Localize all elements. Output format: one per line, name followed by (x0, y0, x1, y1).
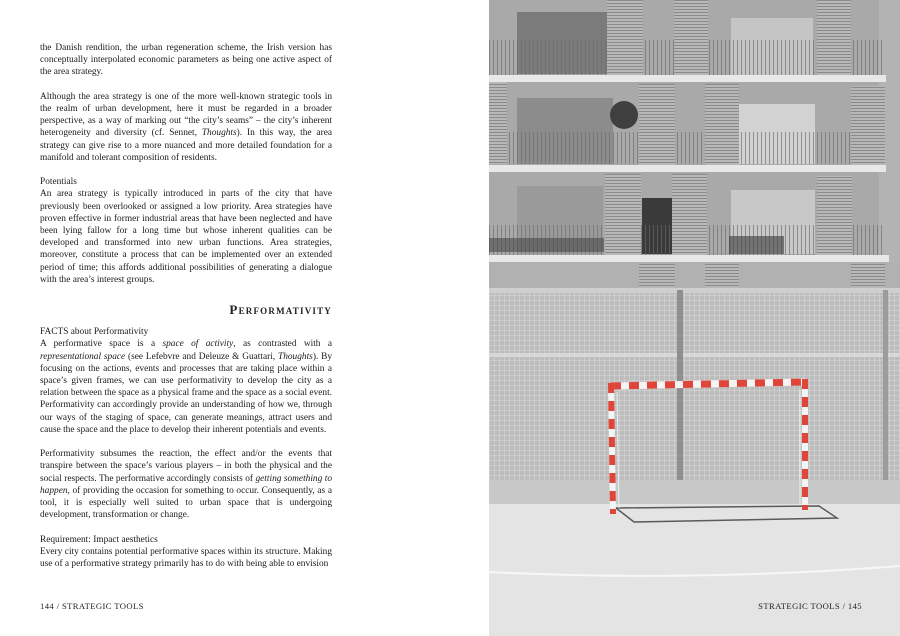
photo-building-goal (489, 0, 900, 636)
section-heading-performativity: Performativity (229, 302, 332, 318)
subheading-requirement: Requirement: Impact aesthetics (40, 534, 158, 545)
page-number-right: STRATEGIC TOOLS / 145 (758, 601, 862, 611)
court-fence (489, 288, 900, 488)
right-page (489, 0, 900, 636)
body-text-column (40, 42, 332, 582)
balcony-slab (489, 255, 889, 262)
paragraph-potentials: Potentials An area strategy is typically introduced in parts of the city that have previously been overlooked or assigned a low priority. Area strategies have proven effective in former industrial areas that have been neglected and have been lying fallow for a long time but whose inherent qualities can be developed and transformed into new urban functions. Area strategies, moreover, constitute a process that can be implemented over an extended period of time; this affords additional possibilities of generating a dialogue with the area’s interest groups. (40, 177, 332, 285)
page-number-left: 144 / STRATEGIC TOOLS (40, 601, 144, 611)
paragraph-danish-rendition: the Danish rendition, the urban regeneration scheme, the Irish version has conceptually interpolated economic parameters as being one active aspect of the area strategy. (40, 43, 332, 78)
balcony-slab (489, 165, 886, 172)
paragraph-requirement: Requirement: Impact aesthetics Every city contains potential performative spaces within its structure. Making use of a performative strategy primarily has to do with being able to envision (40, 534, 332, 570)
paragraph-performativity-subsumes: Performativity subsumes the reaction, the effect and/or the events that transpire between the space’s various players – in both the physical and the social respects. The performative accordingly consists of getting something to happen, of providing the occasion for something to occur. Consequently, as a tool, it is especially well suited to urban space that is undergoing development, transformation or change. (40, 449, 332, 521)
paragraph-area-strategy: Although the area strategy is one of the more well-known strategic tools in the realm of urban development, here it must be regarded in a broader perspective, as a way of marking out “the city’s seams” – the city’s inherent heterogeneity and diversity (cf. Sennet, Thoughts). In this way, the area strategy can give rise to a more nuanced and more detailed foundation for a manifold and tolerant composition of residents. (40, 91, 332, 163)
subheading-potentials: Potentials (40, 177, 77, 188)
paragraph-facts-performativity: FACTS about Performativity A performative space is a space of activity, as contrasted with a representational space (see Lefebvre and Deleuze & Guattari, Thoughts). By focusing on the actions, events and processes that are taking place within a space’s given frames, we can use performativity to develop the city as a relation between the space as a physical frame and the space as a social event. Performativity can accordingly provide an understanding of how we, through our ways of the staging of space, can generate meanings, attract users and cause the space and the place to develop their inherent potentials and events. (40, 327, 332, 435)
balcony-slab (489, 75, 886, 82)
subheading-facts: FACTS about Performativity (40, 327, 149, 338)
